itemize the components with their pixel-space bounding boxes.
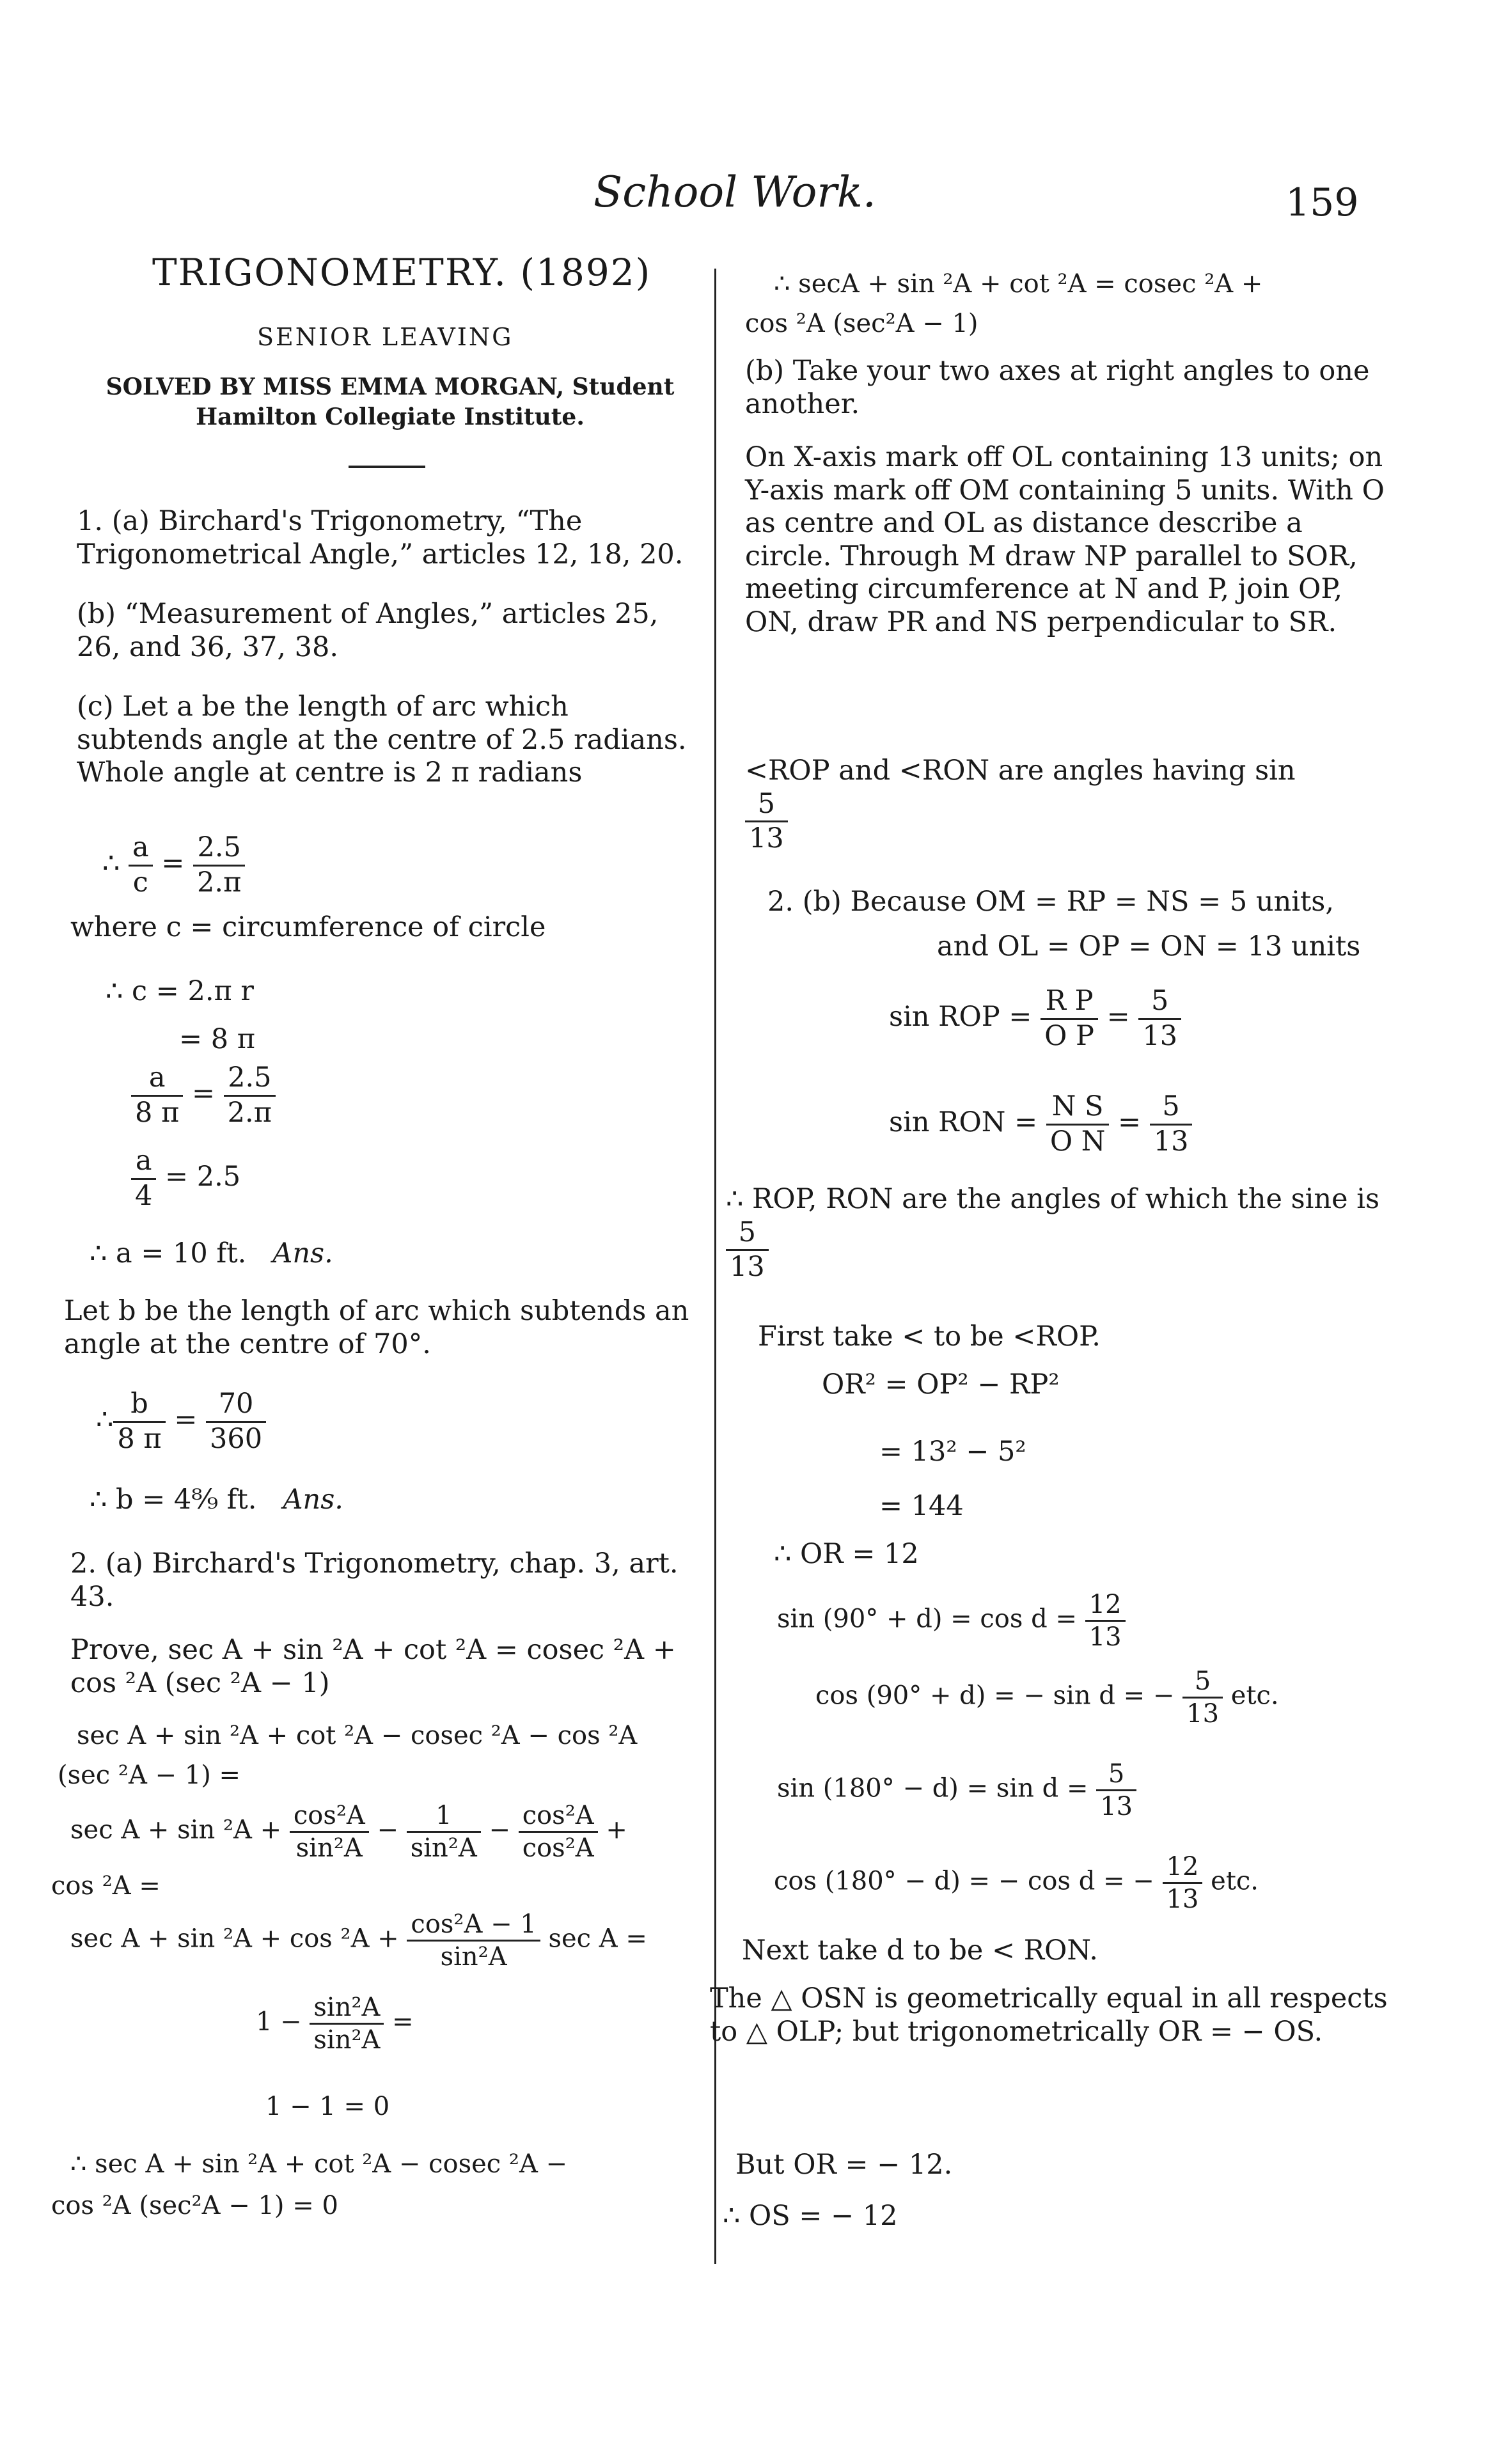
equation-b: ∴ $\frac{b}{8 \pi}$ = $\frac{70}{360}$ [96,1388,266,1456]
proof-line-2: (sec ²A − 1) = [58,1761,241,1790]
fraction-a-c: $\frac{a}{c}$ [129,831,153,899]
answer-1c: (c) Let a be the length of arc which subtends angle at the centre of 2.5 radians. Whole angle at centre is 2 π radians [77,691,687,789]
sin-ron: sin RON = $\frac{\text{N S}}{\text{O N}}$ = $\frac{5}{13}$ [889,1090,1192,1158]
column-divider [714,269,716,2264]
angles-sine: ∴ ROP, RON are the angles of which the sine is $\frac{5}{13}$ [726,1183,1380,1283]
but-line: But OR = − 12. [735,2149,953,2181]
cos-180-minus-d: cos (180° − d) = − cos d = − $\frac{12}{13}$ etc. [774,1852,1259,1914]
question-2a: 2. (a) Birchard's Trigonometry, chap. 3, art. 43. [70,1548,679,1613]
section-title: TRIGONOMETRY. (1892) [152,251,652,294]
running-title: School Work. [593,168,876,217]
sin-rop: sin ROP = $\frac{\text{R P}}{\text{O P}}$ = $\frac{5}{13}$ [889,985,1181,1053]
paragraph-b: Let b be the length of arc which subtends an angle at the centre of 70°. [64,1295,689,1360]
fraction-70-360: $\frac{70}{360}$ [206,1388,266,1456]
answer-1a: 1. (a) Birchard's Trigonometry, “The Trigonometrical Angle,” articles 12, 18, 20. [77,505,684,570]
page-number: 159 [1285,180,1359,225]
or-squared: OR² = OP² − RP² [822,1369,1060,1401]
fraction-2-5-2pi: $\frac{2.5}{2.\pi}$ [224,1062,276,1129]
proof-line-7: 1 − 1 = 0 [265,2092,390,2121]
or-squared-2: = 13² − 5² [879,1436,1026,1468]
solver-credit: SOLVED BY MISS EMMA MORGAN, Student Hamilton Collegiate Institute. [106,373,675,430]
or-value: ∴ OR = 12 [774,1538,919,1570]
equation-c: ∴ c = 2.π r [106,975,254,1007]
final-line: ∴ OS = − 12 [723,2200,898,2232]
therefore-symbol: ∴ [102,847,120,880]
first-take: First take < to be <ROP. [758,1321,1101,1353]
answer-a: ∴ a = 10 ft. Ans. [90,1237,333,1269]
proof-line-5: sec A + sin ²A + cos ²A + $\frac{\text{cos²A − 1}}{\text{sin²A}}$ sec A = [70,1910,647,1972]
where-clause: where c = circumference of circle [70,911,546,943]
fraction-a-8pi: $\frac{a}{8 \pi}$ [131,1062,183,1129]
question-2b: 2. (b) Because OM = RP = NS = 5 units, [767,886,1335,918]
cos-90-plus-d: cos (90° + d) = − sin d = − $\frac{5}{13}$ etc. [815,1667,1279,1729]
title-rule [349,466,425,468]
paragraph-construction: On X-axis mark off OL containing 13 units; on Y-axis mark off OM containing 5 units. With O as centre and OL as distance describe a circle. Through M draw NP parallel to SOR, meeting circumference at N and P, join OP, ON, draw PR and NS perpendicular to SR. [745,441,1385,638]
equation-a-over-4: $\frac{a}{4}$ = 2.5 [131,1145,240,1212]
answer-b: ∴ b = 4⁸⁄₉ ft. Ans. [90,1484,343,1516]
proof-conclusion-2: cos ²A (sec²A − 1) = 0 [51,2191,338,2220]
osn-paragraph: The △ OSN is geometrically equal in all respects to △ OLP; but trigonometrically OR = − OS. [710,1982,1388,2048]
proof-conclusion-1: ∴ sec A + sin ²A + cot ²A − cosec ²A − [70,2149,568,2179]
proof-line-4: cos ²A = [51,1871,161,1901]
answer-1b: (b) “Measurement of Angles,” articles 25, 26, and 36, 37, 38. [77,598,659,663]
paragraph-rop-ron: <ROP and <RON are angles having sin $\frac{5}{13}$ [745,755,1296,855]
proof-line-1: sec A + sin ²A + cot ²A − cosec ²A − cos ²A [77,1721,638,1750]
sin-180-minus-d: sin (180° − d) = sin d = $\frac{5}{13}$ [777,1759,1136,1822]
equation-a-over-8pi: $\frac{a}{8 \pi}$ = $\frac{2.5}{2.\pi}$ [131,1062,276,1129]
fraction-2-5-over-2pi: $\frac{2.5}{2.\pi}$ [193,831,245,899]
right-line-1: ∴ secA + sin ²A + cot ²A = cosec ²A + [774,269,1263,299]
fraction-5-13: $\frac{5}{13}$ [745,788,788,856]
equation-a-over-c: ∴ $\frac{a}{c}$ = $\frac{2.5}{2.\pi}$ [102,831,245,899]
or-squared-3: = 144 [879,1490,964,1522]
question-2b-cont: and OL = OP = ON = 13 units [937,930,1361,962]
proof-line-6: 1 − $\frac{\text{sin²A}}{\text{sin²A}}$ = [256,1993,414,2055]
fraction-b-8pi: $\frac{b}{8 \pi}$ [113,1388,165,1456]
sin-90-plus-d: sin (90° + d) = cos d = $\frac{12}{13}$ [777,1589,1126,1652]
paragraph-axes: (b) Take your two axes at right angles to one another. [745,355,1370,420]
equation-8pi: = 8 π [179,1023,255,1055]
next-take: Next take d to be < RON. [742,1934,1098,1966]
prove-statement: Prove, sec A + sin ²A + cot ²A = cosec ²A + cos ²A (sec ²A − 1) [70,1634,676,1699]
fraction-a-4: $\frac{a}{4}$ [131,1145,156,1212]
section-subtitle: SENIOR LEAVING [257,323,514,351]
right-line-2: cos ²A (sec²A − 1) [745,309,978,338]
proof-line-3: sec A + sin ²A + $\frac{\text{cos²A}}{\text{sin²A}}$ − $\frac{1}{\text{sin²A}}$ − $\frac{\text{cos²A}}{\text{cos²A}}$ + [70,1801,627,1863]
